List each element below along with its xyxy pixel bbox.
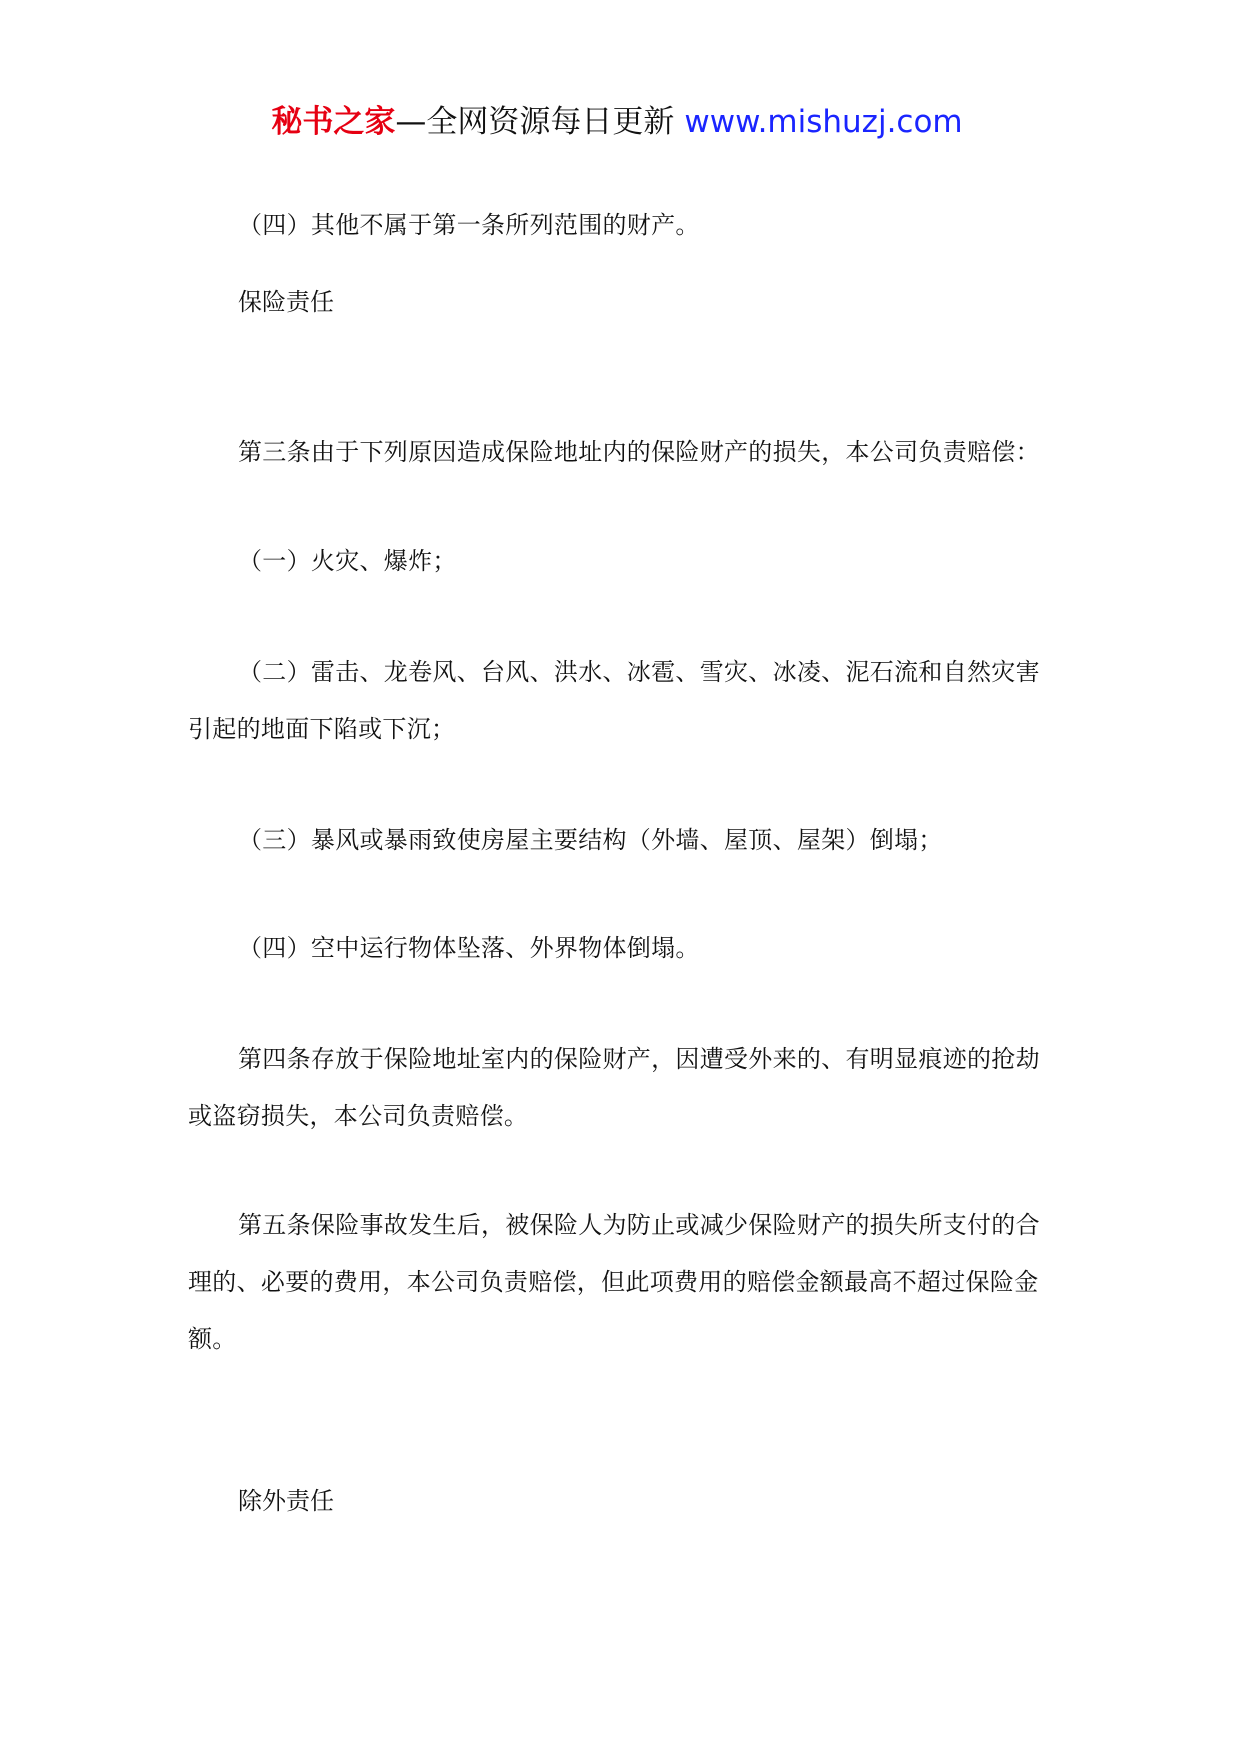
section-heading-insurance-liability: 保险责任: [238, 288, 334, 316]
paragraph-article-5: 第五条保险事故发生后，被保险人为防止或减少保险财产的损失所支付的合理的、必要的费用，本公司负责赔偿，但此项费用的赔偿金额最高不超过保险金额。: [188, 1211, 1040, 1353]
paragraph-article-3: 第三条由于下列原因造成保险地址内的保险财产的损失，本公司负责赔偿：: [238, 438, 1040, 466]
brand-name: 秘书之家: [271, 104, 396, 140]
page-banner: [0, 102, 1234, 142]
paragraph-property-exclusion-4: （四）其他不属于第一条所列范围的财产。: [238, 211, 700, 239]
paragraph-article-4: 第四条存放于保险地址室内的保险财产，因遭受外来的、有明显痕迹的抢劫或盗窃损失，本公司负责赔偿。: [188, 1045, 1040, 1130]
website-link[interactable]: www.mishuzj.com: [684, 104, 963, 140]
section-heading-exclusions: 除外责任: [238, 1487, 334, 1515]
paragraph-item-storm: （三）暴风或暴雨致使房屋主要结构（外墙、屋顶、屋架）倒塌；: [238, 826, 943, 854]
paragraph-item-falling-objects: （四）空中运行物体坠落、外界物体倒塌。: [238, 934, 700, 962]
paragraph-item-fire: （一）火灾、爆炸；: [238, 547, 457, 575]
paragraph-item-natural-disasters: （二）雷击、龙卷风、台风、洪水、冰雹、雪灾、冰凌、泥石流和自然灾害引起的地面下陷或下沉；: [188, 658, 1040, 743]
banner-tagline: —全网资源每日更新: [395, 104, 675, 140]
